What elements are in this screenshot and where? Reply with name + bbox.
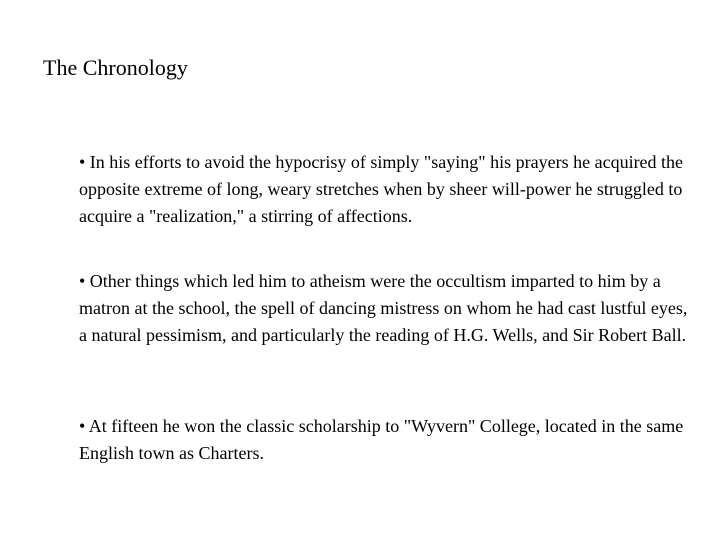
slide-title: The Chronology (43, 55, 188, 80)
bullet-paragraph: • In his efforts to avoid the hypocrisy of simply "saying" his prayers he acquired the opposite extreme of long, weary stretches when by sheer will-power he struggled to acquire a "realization," a stirring of affections. (79, 152, 684, 226)
bullet-paragraph: • At fifteen he won the classic scholarship to "Wyvern" College, located in the same English town as Charters. (79, 416, 684, 463)
bullet-paragraph: • Other things which led him to atheism were the occultism imparted to him by a matron at the school, the spell of dancing mistress on whom he had cast lustful eyes, a natural pessimism, and particularly the reading of H.G. Wells, and Sir Robert Ball. (79, 271, 688, 345)
